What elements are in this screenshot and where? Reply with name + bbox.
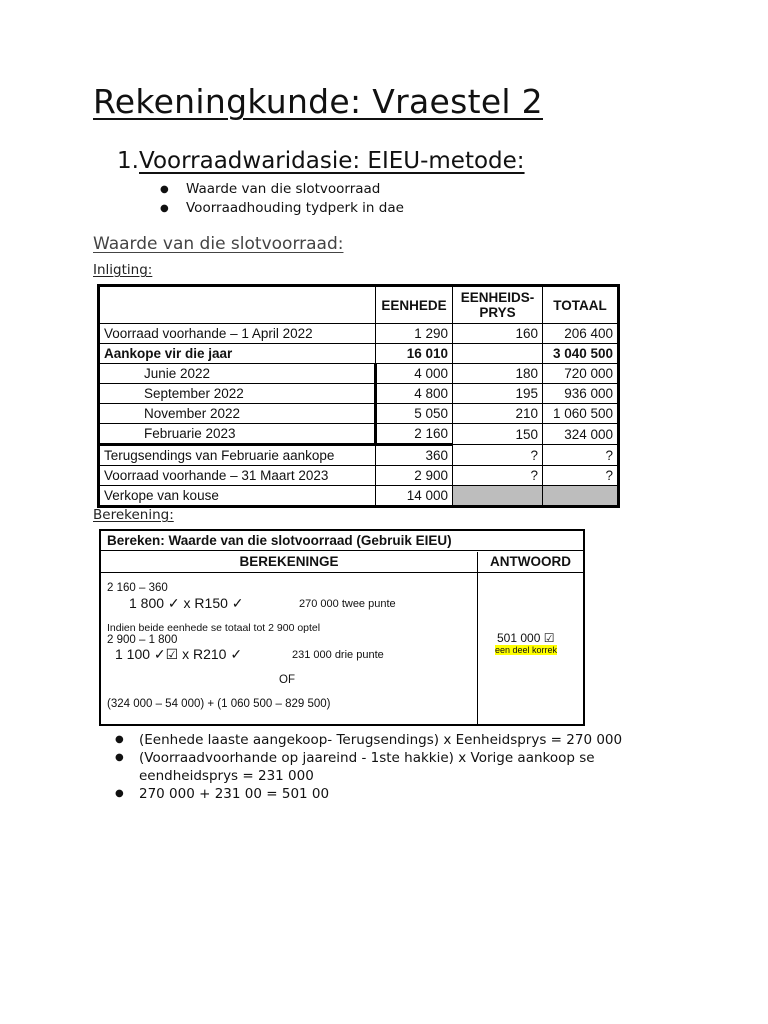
row-label: Junie 2022 <box>99 364 376 384</box>
table-row <box>99 445 619 466</box>
table-row <box>99 486 619 507</box>
answer-value: 501 000 ☑ <box>497 631 555 645</box>
calc-line: 2 160 – 360 <box>107 582 168 594</box>
calc-or: OF <box>279 674 295 686</box>
calc-note: 270 000 twee punte <box>299 598 396 610</box>
calc-line: (324 000 – 54 000) + (1 060 500 – 829 500) <box>107 698 331 710</box>
header-line: PRYS <box>479 305 516 320</box>
calc-line: 1 100 ✓☑ x R210 ✓ <box>115 646 243 662</box>
cell-eenhede: 2 900 <box>376 466 453 486</box>
cell-prys: 195 <box>453 384 543 404</box>
info-table <box>97 284 620 508</box>
cell-prys: 210 <box>453 404 543 424</box>
list-item: ● (Voorraadvoorhande op jaareind - 1ste hakkie) x Vorige aankoop se eendheidsprys = 231 000 <box>115 749 675 785</box>
cell-totaal: 1 060 500 <box>543 404 619 424</box>
table-header <box>453 286 543 324</box>
row-label: Februarie 2023 <box>99 424 376 445</box>
cell-totaal: 206 400 <box>543 324 619 344</box>
cell-eenhede: 16 010 <box>376 344 453 364</box>
table-header: TOTAAL <box>543 286 619 324</box>
calc-line: 1 800 ✓ x R150 ✓ <box>129 595 244 611</box>
row-label: Voorraad voorhande – 1 April 2022 <box>99 324 376 344</box>
info-label: Inligting: <box>93 262 153 278</box>
cell-totaal: 324 000 <box>543 424 619 445</box>
calc-line: Indien beide eenhede se totaal tot 2 900 optel <box>107 622 321 634</box>
page-title: Rekeningkunde: Vraestel 2 <box>93 82 543 121</box>
calculation-table <box>99 529 585 726</box>
notes-list <box>115 731 675 803</box>
cell-eenhede: 360 <box>376 445 453 466</box>
section-item-list <box>160 180 404 218</box>
cell-eenhede: 1 290 <box>376 324 453 344</box>
table-row <box>99 404 619 424</box>
table-header: EENHEDE <box>376 286 453 324</box>
table-row <box>99 466 619 486</box>
cell-prys: ? <box>453 466 543 486</box>
table-header-row <box>99 286 619 324</box>
table-row <box>99 344 619 364</box>
section-heading: Voorraadwaridasie: EIEU-metode: <box>139 148 525 174</box>
calc-label: Berekening: <box>93 507 174 523</box>
cell-prys: 180 <box>453 364 543 384</box>
row-label: Terugsendings van Februarie aankope <box>99 445 376 466</box>
cell-totaal: ? <box>543 466 619 486</box>
row-label: September 2022 <box>99 384 376 404</box>
row-label: November 2022 <box>99 404 376 424</box>
cell-eenhede: 5 050 <box>376 404 453 424</box>
table-row <box>99 324 619 344</box>
table-header <box>99 286 376 324</box>
calc-line: 2 900 – 1 800 <box>107 634 178 646</box>
cell-eenhede: 4 800 <box>376 384 453 404</box>
table-row <box>99 384 619 404</box>
row-label: Aankope vir die jaar <box>99 344 376 364</box>
cell-eenhede: 4 000 <box>376 364 453 384</box>
header-line: EENHEIDS- <box>460 290 535 305</box>
section-number: 1. <box>117 148 139 174</box>
cell-prys: ? <box>453 445 543 466</box>
answer-note: een deel korrek <box>495 645 558 655</box>
row-label: Voorraad voorhande – 31 Maart 2023 <box>99 466 376 486</box>
list-item: ● Voorraadhouding tydperk in dae <box>160 199 404 218</box>
cell-totaal: 936 000 <box>543 384 619 404</box>
cell-totaal <box>543 486 619 507</box>
list-item: ● 270 000 + 231 00 = 501 00 <box>115 785 675 803</box>
calc-title: Bereken: Waarde van die slotvoorraad (Gebruik EIEU) <box>101 531 583 551</box>
cell-prys <box>453 486 543 507</box>
table-row <box>99 364 619 384</box>
subheading: Waarde van die slotvoorraad: <box>93 234 344 254</box>
table-row <box>99 424 619 445</box>
cell-prys <box>453 344 543 364</box>
cell-prys: 150 <box>453 424 543 445</box>
list-item: ● Waarde van die slotvoorraad <box>160 180 404 199</box>
calc-col-right: ANTWOORD <box>478 552 583 573</box>
cell-eenhede: 2 160 <box>376 424 453 445</box>
cell-totaal: 3 040 500 <box>543 344 619 364</box>
calc-note: 231 000 drie punte <box>292 649 384 661</box>
cell-prys: 160 <box>453 324 543 344</box>
calc-col-left: BEREKENINGE <box>101 552 478 573</box>
cell-totaal: ? <box>543 445 619 466</box>
cell-totaal: 720 000 <box>543 364 619 384</box>
column-divider <box>477 573 478 724</box>
list-item: ● (Eenhede laaste aangekoop- Terugsendings) x Eenheidsprys = 270 000 <box>115 731 675 749</box>
row-label: Verkope van kouse <box>99 486 376 507</box>
cell-eenhede: 14 000 <box>376 486 453 507</box>
